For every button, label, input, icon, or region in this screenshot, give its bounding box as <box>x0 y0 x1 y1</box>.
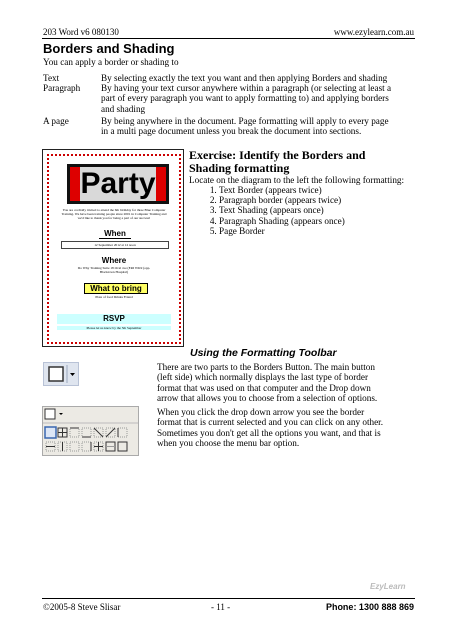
list-item: 1. Text Border (appears twice) <box>219 185 345 195</box>
section-title: Borders and Shading <box>43 41 175 56</box>
flyer-where-text: Do Why Training Suite 18 Oval ave (ERI WK9 (opp. Blacktown Hospital) <box>77 266 151 275</box>
footer-phone: Phone: 1300 888 869 <box>325 602 414 612</box>
flyer-invite-text: You are cordially invited to attend the 6th birthday for three Blue Computer Training. We have been training people since 2001 in Computer Training and we'd like to thank you for being a part of our success! <box>61 208 167 221</box>
list-item: 3. Text Shading (appears once) <box>219 205 345 215</box>
page-number: - 11 - <box>211 602 231 612</box>
flyer-when-text: 12 September 2012 at 12 noon <box>61 241 169 249</box>
toolbar-paragraph-2: When you click the drop down arrow you see the border format that is current selected and you can click on any other. Sometimes you don't get all the options you want, and that is when you choose the menu bar option. <box>157 407 384 448</box>
flyer-where-title: Where <box>101 256 127 265</box>
party-heading-box <box>67 164 169 204</box>
list-item: 2. Paragraph border (appears twice) <box>219 195 345 205</box>
party-red-bar-left <box>70 167 80 201</box>
party-flyer-image <box>42 149 184 347</box>
exercise-intro: Locate on the diagram to the left the following formatting: <box>189 175 405 185</box>
party-red-bar-right <box>156 167 166 201</box>
header-right: www.ezylearn.com.au <box>333 27 414 37</box>
desc-page: By being anywhere in the document. Page formatting will apply to every page in a multi page document unless you break the document into sections. <box>101 116 389 137</box>
desc-text: By selecting exactly the text you want and then applying Borders and shading <box>101 73 388 83</box>
party-heading: Party <box>80 167 156 200</box>
page-border-dotted <box>47 154 181 344</box>
term-text: Text <box>43 73 60 83</box>
term-page: A page <box>43 116 69 126</box>
flyer-rsvp-title: RSVP <box>57 314 171 324</box>
term-paragraph: Paragraph <box>43 83 81 93</box>
flyer-bring-title: What to bring <box>84 283 148 294</box>
header-rule <box>42 38 415 39</box>
borders-dropdown-icons <box>43 407 138 455</box>
footer-copyright: ©2005-8 Steve Slisar <box>43 602 121 612</box>
exercise-list <box>189 185 345 236</box>
section-intro: You can apply a border or shading to <box>43 57 179 67</box>
flyer-when-title: When <box>99 229 131 239</box>
toolbar-paragraph-1: There are two parts to the Borders Button. The main button (left side) which normally displays the last type of border format that was used on that computer and the Drop down arrow that allows you to choose from a selection of options. <box>157 362 378 403</box>
borders-button-image <box>43 362 79 386</box>
footer-rule <box>42 598 415 599</box>
flyer-rsvp-text: Please let us know by the 5th September <box>57 326 171 330</box>
list-item: 5. Page Border <box>219 226 345 236</box>
ezylearn-logo: EzyLearn <box>370 582 406 591</box>
desc-paragraph: By having your text cursor anywhere within a paragraph (or selecting at least a part of every paragraph you want to apply formatting to) and applying borders and shading <box>101 83 392 114</box>
borders-button-icon <box>44 363 78 385</box>
toolbar-section-title: Using the Formatting Toolbar <box>190 347 337 359</box>
borders-dropdown-image <box>42 406 139 456</box>
list-item: 4. Paragraph Shading (appears once) <box>219 216 345 226</box>
header-left: 203 Word v6 080130 <box>43 27 119 37</box>
flyer-bring-text: Plate of food Drinks Friend <box>95 295 133 299</box>
exercise-title: Exercise: Identify the Borders and Shading formatting <box>189 148 366 175</box>
